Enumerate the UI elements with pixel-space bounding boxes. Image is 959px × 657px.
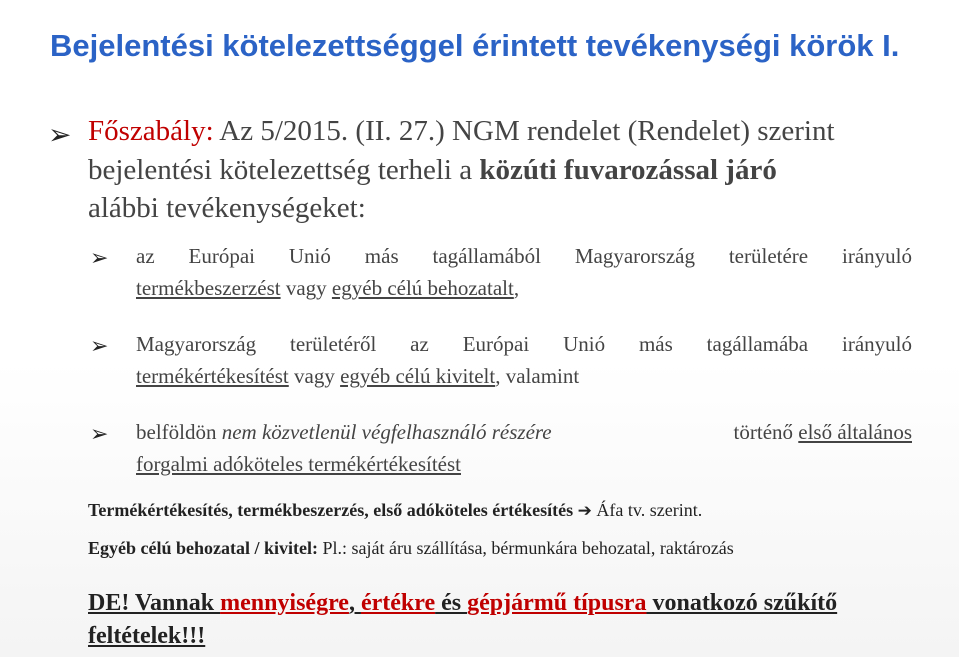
bullet-2-line-2 [136,362,579,390]
bullet-3-term: első általános [798,420,912,444]
bullet-2-end: , valamint [495,364,580,388]
bullet-1-term: termékbeszerzést [136,276,281,300]
bullet-3-text-a: belföldön [136,420,222,444]
final-line-1 [88,590,837,617]
main-rule-label: Főszabály: [88,115,214,147]
note-1-bold: Termékértékesítés, termékbeszerzés, első adóköteles értékesítés [88,500,574,520]
bullet-3-term-2: forgalmi adóköteles termékértékesítést [136,452,461,476]
bullet-1-sep: vagy [280,276,332,300]
intro-text-2b: közúti fuvarozással járó [479,154,777,186]
final-b: mennyiségre [220,590,349,616]
intro-text-2a: bejelentési kötelezettség terheli a [88,154,480,186]
bullet-3-line-1 [136,418,912,446]
bullet-3-italic: nem közvetlenül végfelhasználó részére [221,420,552,444]
bullet-2-term-2: egyéb célú kivitelt [340,364,496,388]
bullet-1-line-2 [136,274,519,302]
final-h: feltételek!!! [88,623,206,649]
final-a: DE! Vannak [88,590,221,616]
arrow-bullet-icon: ➢ [90,245,109,270]
bullet-3-text-c: történő [733,420,799,444]
bullet-3-line-2 [136,450,461,478]
bullet-2-term: termékértékesítést [136,364,289,388]
final-c: , [348,590,361,616]
intro-line-2 [88,151,777,189]
bullet-3-part-a [136,418,552,446]
intro-line-3: alábbi tevékenységeket: [88,192,366,224]
final-e: és [435,590,468,616]
bullet-3-part-b [734,418,912,446]
page-title: Bejelentési kötelezettséggel érintett tevékenységi körök I. [50,28,900,63]
note-1-rest: Áfa tv. szerint. [591,500,703,520]
arrow-bullet-icon: ➢ [48,120,72,151]
note-2-bold: Egyéb célú behozatal / kivitel: [88,538,318,558]
bullet-2-sep: vagy [288,364,341,388]
note-1 [88,500,702,521]
final-d: értékre [360,590,436,616]
final-f: gépjármű típusra [467,590,647,616]
intro-line-1 [88,112,835,150]
arrow-bullet-icon: ➢ [90,421,109,446]
bullet-1-end: , [513,276,520,300]
arrow-bullet-icon: ➢ [90,333,109,358]
note-2-rest: Pl.: saját áru szállítása, bérmunkára behozatal, raktározás [317,538,734,558]
bullet-2-line-1: Magyarország területéről az Európai Unió más tagállamába irányuló [136,332,912,356]
bullet-1-term-2: egyéb célú behozatalt [331,276,514,300]
final-line-2 [88,623,205,650]
arrow-right-icon: ➔ [577,501,592,520]
intro-text: Az 5/2015. (II. 27.) NGM rendelet (Rendelet) szerint [213,115,835,147]
note-2 [88,538,734,559]
final-g: vonatkozó szűkítő [646,590,838,616]
bullet-1-line-1: az Európai Unió más tagállamából Magyarország területére irányuló [136,244,912,268]
